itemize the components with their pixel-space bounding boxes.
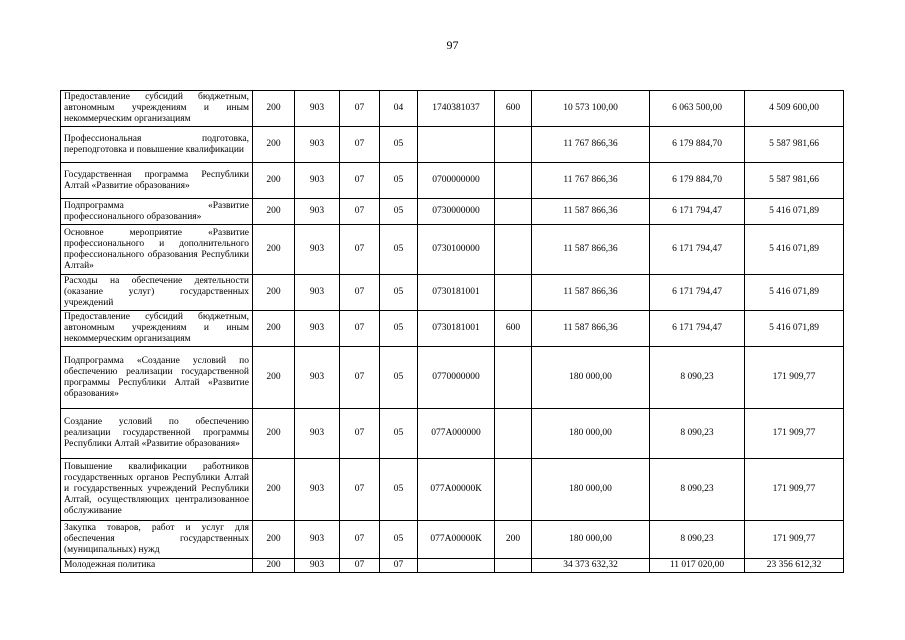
row-subsection-cell: 05	[380, 199, 418, 225]
table-row	[61, 559, 844, 573]
row-amount-3-cell: 4 509 600,00	[745, 91, 844, 127]
row-amount-1-cell: 11 587 866,36	[532, 275, 650, 311]
row-amount-3-cell: 5 587 981,66	[745, 127, 844, 163]
row-target-article-cell: 077А00000К	[418, 521, 495, 559]
row-expense-type-cell	[495, 409, 532, 459]
row-expense-type-cell	[495, 347, 532, 409]
row-section-cell: 07	[340, 163, 380, 199]
row-amount-2-cell: 6 171 794,47	[650, 275, 745, 311]
row-subsection-cell: 05	[380, 163, 418, 199]
row-target-article-cell: 0730181001	[418, 311, 495, 347]
row-section-cell: 07	[340, 459, 380, 521]
row-amount-1-cell: 180 000,00	[532, 409, 650, 459]
row-amount-2-cell: 8 090,23	[650, 347, 745, 409]
row-ministry-cell: 903	[295, 163, 340, 199]
table-row	[61, 225, 844, 275]
row-subsection-cell: 05	[380, 347, 418, 409]
row-subsection-cell: 05	[380, 127, 418, 163]
row-ministry-cell: 903	[295, 127, 340, 163]
row-target-article-cell: 0700000000	[418, 163, 495, 199]
row-amount-2-cell: 6 171 794,47	[650, 225, 745, 275]
row-target-article-cell: 0770000000	[418, 347, 495, 409]
row-code-cell: 200	[253, 409, 295, 459]
row-target-article-cell: 077А00000К	[418, 459, 495, 521]
row-ministry-cell: 903	[295, 311, 340, 347]
row-name-cell: Создание условий по обеспечению реализации государственной программы Республики Алтай «Развитие образования»	[61, 409, 253, 459]
row-section-cell: 07	[340, 559, 380, 573]
row-name-cell: Подпрограмма «Развитие профессионального образования»	[61, 199, 253, 225]
row-amount-3-cell: 171 909,77	[745, 459, 844, 521]
row-name-cell: Профессиональная подготовка, переподготовка и повышение квалификации	[61, 127, 253, 163]
row-name-cell: Государственная программа Республики Алтай «Развитие образования»	[61, 163, 253, 199]
row-amount-1-cell: 180 000,00	[532, 521, 650, 559]
budget-table	[60, 90, 844, 573]
table-row	[61, 199, 844, 225]
row-subsection-cell: 05	[380, 275, 418, 311]
row-ministry-cell: 903	[295, 459, 340, 521]
row-amount-2-cell: 6 179 884,70	[650, 163, 745, 199]
row-ministry-cell: 903	[295, 521, 340, 559]
row-amount-2-cell: 11 017 020,00	[650, 559, 745, 573]
row-ministry-cell: 903	[295, 225, 340, 275]
row-section-cell: 07	[340, 521, 380, 559]
table-row	[61, 127, 844, 163]
row-amount-3-cell: 5 416 071,89	[745, 225, 844, 275]
row-subsection-cell: 05	[380, 521, 418, 559]
row-amount-2-cell: 8 090,23	[650, 521, 745, 559]
row-code-cell: 200	[253, 199, 295, 225]
row-target-article-cell: 0730181001	[418, 275, 495, 311]
row-expense-type-cell	[495, 459, 532, 521]
row-code-cell: 200	[253, 347, 295, 409]
row-amount-2-cell: 8 090,23	[650, 409, 745, 459]
row-name-cell: Молодежная политика	[61, 559, 253, 573]
row-expense-type-cell	[495, 559, 532, 573]
row-target-article-cell	[418, 127, 495, 163]
table-row	[61, 275, 844, 311]
row-amount-2-cell: 6 063 500,00	[650, 91, 745, 127]
row-amount-3-cell: 171 909,77	[745, 347, 844, 409]
row-target-article-cell: 077А000000	[418, 409, 495, 459]
row-amount-3-cell: 171 909,77	[745, 409, 844, 459]
row-amount-2-cell: 6 179 884,70	[650, 127, 745, 163]
row-amount-1-cell: 11 767 866,36	[532, 127, 650, 163]
row-subsection-cell: 05	[380, 311, 418, 347]
row-ministry-cell: 903	[295, 275, 340, 311]
row-section-cell: 07	[340, 199, 380, 225]
row-expense-type-cell	[495, 127, 532, 163]
table-body	[61, 91, 844, 573]
row-name-cell: Подпрограмма «Создание условий по обеспечению реализации государственной программы Республики Алтай «Развитие образования»	[61, 347, 253, 409]
page-number: 97	[446, 38, 459, 52]
row-expense-type-cell	[495, 199, 532, 225]
row-section-cell: 07	[340, 311, 380, 347]
row-amount-1-cell: 180 000,00	[532, 459, 650, 521]
row-target-article-cell	[418, 559, 495, 573]
row-subsection-cell: 05	[380, 409, 418, 459]
row-section-cell: 07	[340, 347, 380, 409]
row-code-cell: 200	[253, 311, 295, 347]
row-name-cell: Повышение квалификации работников государственных органов Республики Алтай и государственных учреждений Республики Алтай, осуществляющих централизованное обслуживание	[61, 459, 253, 521]
row-section-cell: 07	[340, 91, 380, 127]
row-code-cell: 200	[253, 559, 295, 573]
row-name-cell: Предоставление субсидий бюджетным, автономным учреждениям и иным некоммерческим организациям	[61, 311, 253, 347]
table-row	[61, 91, 844, 127]
row-code-cell: 200	[253, 163, 295, 199]
row-expense-type-cell	[495, 225, 532, 275]
row-subsection-cell: 05	[380, 459, 418, 521]
row-section-cell: 07	[340, 409, 380, 459]
row-amount-3-cell: 5 587 981,66	[745, 163, 844, 199]
row-code-cell: 200	[253, 459, 295, 521]
row-target-article-cell: 1740381037	[418, 91, 495, 127]
row-amount-1-cell: 34 373 632,32	[532, 559, 650, 573]
table-row	[61, 347, 844, 409]
row-amount-2-cell: 6 171 794,47	[650, 311, 745, 347]
row-amount-3-cell: 23 356 612,32	[745, 559, 844, 573]
row-ministry-cell: 903	[295, 409, 340, 459]
row-amount-1-cell: 10 573 100,00	[532, 91, 650, 127]
row-section-cell: 07	[340, 275, 380, 311]
row-code-cell: 200	[253, 127, 295, 163]
row-amount-3-cell: 5 416 071,89	[745, 275, 844, 311]
row-amount-2-cell: 6 171 794,47	[650, 199, 745, 225]
table-row	[61, 409, 844, 459]
row-subsection-cell: 04	[380, 91, 418, 127]
row-amount-1-cell: 11 587 866,36	[532, 225, 650, 275]
row-section-cell: 07	[340, 225, 380, 275]
row-subsection-cell: 07	[380, 559, 418, 573]
row-expense-type-cell: 600	[495, 91, 532, 127]
row-name-cell: Основное мероприятие «Развитие профессионального и дополнительного профессионального образования Республики Алтай»	[61, 225, 253, 275]
row-subsection-cell: 05	[380, 225, 418, 275]
row-target-article-cell: 0730000000	[418, 199, 495, 225]
row-amount-1-cell: 11 767 866,36	[532, 163, 650, 199]
row-ministry-cell: 903	[295, 559, 340, 573]
row-ministry-cell: 903	[295, 91, 340, 127]
row-amount-1-cell: 11 587 866,36	[532, 311, 650, 347]
row-amount-3-cell: 5 416 071,89	[745, 199, 844, 225]
row-name-cell: Расходы на обеспечение деятельности (оказание услуг) государственных учреждений	[61, 275, 253, 311]
row-amount-3-cell: 171 909,77	[745, 521, 844, 559]
row-expense-type-cell	[495, 163, 532, 199]
row-amount-1-cell: 180 000,00	[532, 347, 650, 409]
row-ministry-cell: 903	[295, 199, 340, 225]
row-amount-2-cell: 8 090,23	[650, 459, 745, 521]
row-code-cell: 200	[253, 275, 295, 311]
row-amount-3-cell: 5 416 071,89	[745, 311, 844, 347]
row-name-cell: Предоставление субсидий бюджетным, автономным учреждениям и иным некоммерческим организациям	[61, 91, 253, 127]
row-code-cell: 200	[253, 91, 295, 127]
row-expense-type-cell	[495, 275, 532, 311]
table-row	[61, 521, 844, 559]
table-row	[61, 459, 844, 521]
table-row	[61, 311, 844, 347]
row-name-cell: Закупка товаров, работ и услуг для обеспечения государственных (муниципальных) нужд	[61, 521, 253, 559]
row-ministry-cell: 903	[295, 347, 340, 409]
row-code-cell: 200	[253, 521, 295, 559]
table-row	[61, 163, 844, 199]
row-expense-type-cell: 600	[495, 311, 532, 347]
row-expense-type-cell: 200	[495, 521, 532, 559]
row-target-article-cell: 0730100000	[418, 225, 495, 275]
row-amount-1-cell: 11 587 866,36	[532, 199, 650, 225]
row-code-cell: 200	[253, 225, 295, 275]
row-section-cell: 07	[340, 127, 380, 163]
